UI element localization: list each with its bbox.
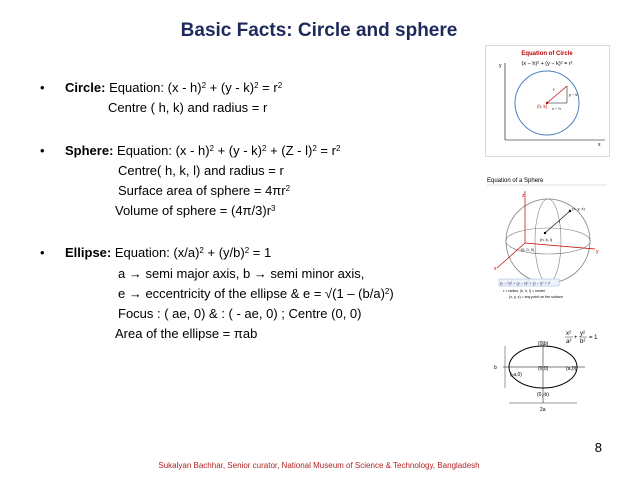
eq-part: + (y - k) <box>206 80 255 95</box>
circle-diagram <box>485 45 610 157</box>
right-label: (a,0) <box>566 366 577 372</box>
exp: 2 <box>199 246 204 255</box>
ellipse-label: Ellipse: <box>65 245 112 260</box>
eq-part: = r <box>316 143 336 158</box>
eq-part: Surface area of sphere = 4πr <box>118 183 286 198</box>
ellipse-figure <box>485 325 610 413</box>
exp: 2 <box>285 184 291 193</box>
radius-label: r <box>553 87 555 92</box>
ellipse-eccentricity <box>118 286 394 302</box>
eq-y2: y² <box>580 331 585 337</box>
slide-title: Basic Facts: Circle and sphere <box>180 20 458 41</box>
sphere-label: Sphere: <box>65 143 114 158</box>
center-label: (0,0) <box>538 366 549 372</box>
center-label: (h, k, l) <box>540 237 553 242</box>
x-axis-label: x <box>598 142 601 148</box>
radius-label: r <box>559 219 561 224</box>
eq-b2: b² <box>580 339 586 345</box>
eq-x2: x² <box>566 331 571 337</box>
eq-part: Equation: (x - h) <box>109 80 202 95</box>
circle-equation <box>65 80 282 96</box>
ellipse-equation <box>65 245 271 261</box>
left-label: (-a,0) <box>510 372 522 378</box>
sphere-fig-note2: (x, y, z) = any point on the surface <box>509 295 563 299</box>
origin-label: (0, 0, 0) <box>521 248 535 252</box>
circle-label: Circle: <box>65 80 106 95</box>
surface-point-label: (x, y, z) <box>572 206 585 211</box>
exp: 2 <box>201 81 207 90</box>
z-axis-label: z <box>522 193 525 199</box>
exp: 2 <box>312 144 317 153</box>
y-axis <box>525 243 595 249</box>
sphere-diagram <box>485 173 610 303</box>
bottom-label: (0,-b) <box>537 392 549 398</box>
circle-fig-eq: (x − h)² + (y − k)² = r² <box>521 61 573 67</box>
center-point <box>544 232 546 234</box>
eq-part: + (Z - l) <box>266 143 313 158</box>
sphere-fig-title: Equation of a Sphere <box>487 178 544 184</box>
bullet-dot: • <box>40 80 45 95</box>
x-axis-label: x <box>494 266 497 272</box>
footer-credit: Sukalyan Bachhar, Senior curator, National Museum of Science & Technology, Bangladesh <box>158 461 480 470</box>
plus-sign: + <box>574 335 578 341</box>
sphere-area <box>118 183 290 199</box>
eq-part: = 1 <box>249 245 272 260</box>
circle-figure <box>485 45 610 157</box>
exp: 2 <box>254 81 259 90</box>
circle-fig-title: Equation of Circle <box>521 51 573 57</box>
eq-a2: a² <box>566 339 572 345</box>
xh-label: x − h <box>552 106 561 111</box>
center-label: (h, k) <box>537 104 548 109</box>
b-label: b <box>494 365 497 371</box>
ellipse-axes: a → semi major axis, b → semi minor axis, <box>118 266 365 281</box>
2a-label: 2a <box>540 407 546 413</box>
page-number: 8 <box>594 440 602 455</box>
bullet-dot: • <box>40 143 45 158</box>
eq-part: Equation: (x - h) <box>117 143 210 158</box>
sphere-volume <box>115 203 275 219</box>
eq-part: + (y/b) <box>203 245 245 260</box>
eq-part: e → eccentricity of the ellipse & e = √(1 – (b/a) <box>118 286 385 301</box>
exp: 2 <box>384 287 390 296</box>
exp: 2 <box>262 144 267 153</box>
ellipse-focus: Focus : ( ae, 0) & : ( - ae, 0) ; Centre (0, 0) <box>118 306 362 321</box>
exp: 2 <box>335 144 341 153</box>
yk-label: y − k <box>569 92 578 97</box>
sphere-equation <box>65 143 340 159</box>
eq-part: Equation: (x/a) <box>114 245 200 260</box>
x-axis <box>497 243 525 268</box>
y-axis-label: y <box>499 63 502 69</box>
ellipse-equation-fig <box>565 331 598 345</box>
radius-line <box>545 211 570 233</box>
ellipse-area: Area of the ellipse = πab <box>115 326 258 341</box>
y-axis-label: y <box>596 249 599 255</box>
exp: 3 <box>271 204 276 213</box>
top-label: (0,b) <box>538 341 549 347</box>
exp: 2 <box>209 144 214 153</box>
ellipse-diagram <box>485 325 610 413</box>
eq-part: Volume of sphere = (4π/3)r <box>115 203 272 218</box>
eq-rhs: = 1 <box>589 335 598 341</box>
circle-centre: Centre ( h, k) and radius = r <box>108 100 268 115</box>
sphere-fig-eq: (x − h)² + (y − k)² + (z − l)² = r² <box>500 281 551 286</box>
eq-part: = r <box>258 80 278 95</box>
eq-part: ) <box>389 286 394 301</box>
exp: 2 <box>277 81 283 90</box>
sphere-fig-note1: r = radius, (h, k, l) = center <box>503 289 546 293</box>
bullet-dot: • <box>40 245 45 260</box>
sphere-centre: Centre( h, k, l) and radius = r <box>118 163 284 178</box>
sphere-figure <box>485 173 610 303</box>
exp: 2 <box>244 246 250 255</box>
eq-part: + (y - k) <box>213 143 263 158</box>
surface-point <box>569 210 571 212</box>
